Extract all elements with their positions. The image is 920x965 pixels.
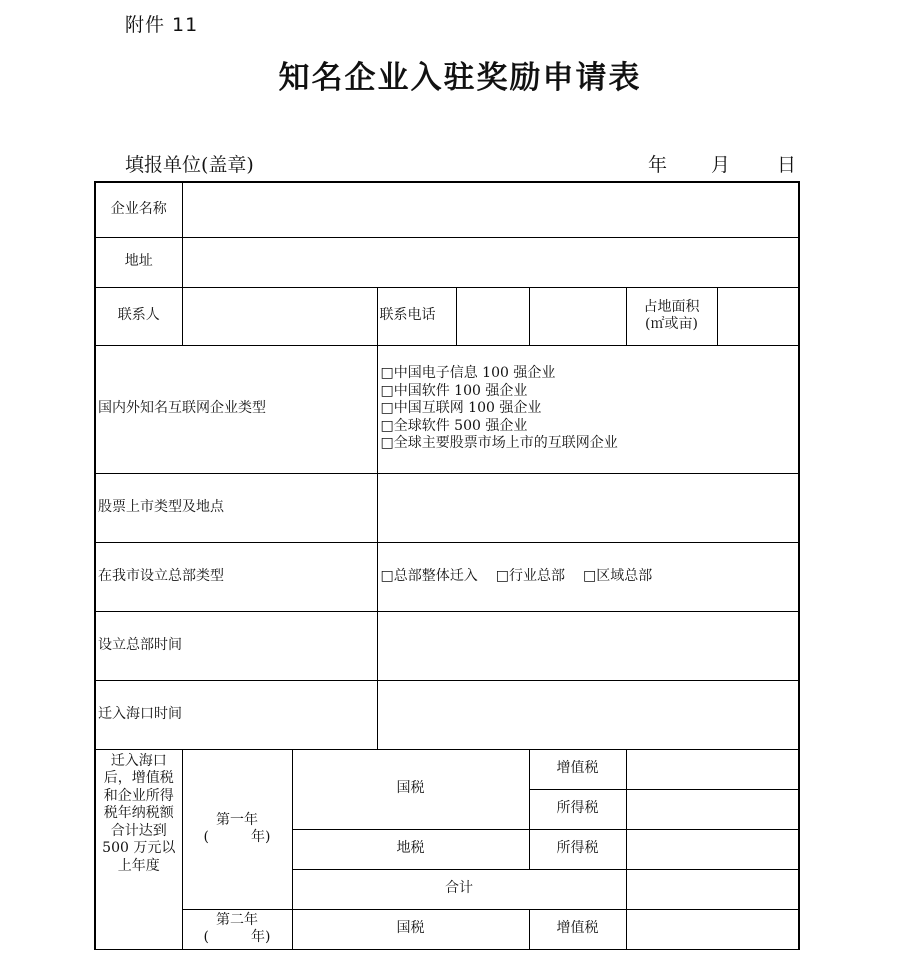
income-tax-field-y1-national[interactable] bbox=[626, 789, 799, 829]
hq-time-field[interactable] bbox=[377, 611, 799, 680]
move-time-field[interactable] bbox=[377, 680, 799, 749]
income-tax-label-y1-local: 所得税 bbox=[529, 829, 626, 869]
option-global-software-500[interactable]: □全球软件 500 强企业 bbox=[380, 417, 528, 434]
listing-label: 股票上市类型及地点 bbox=[95, 473, 377, 542]
income-tax-label-y1-national: 所得税 bbox=[529, 789, 626, 829]
tax-section-label: 迁入海口后，增值税和企业所得税年纳税额合计达到 500 万元以上年度 bbox=[95, 749, 182, 949]
area-label-line2: (㎡或亩) bbox=[645, 316, 698, 332]
phone-field[interactable] bbox=[529, 287, 626, 345]
option-software-100[interactable]: □中国软件 100 强企业 bbox=[380, 382, 528, 399]
vat-field-y1[interactable] bbox=[626, 749, 799, 789]
contact-label: 联系人 bbox=[95, 287, 182, 345]
address-field[interactable] bbox=[182, 237, 799, 287]
income-tax-field-y1-local[interactable] bbox=[626, 829, 799, 869]
vat-field-y2[interactable] bbox=[626, 909, 799, 949]
phone-divider bbox=[456, 288, 457, 345]
company-name-label: 企业名称 bbox=[95, 182, 182, 237]
total-field-y1[interactable] bbox=[626, 869, 799, 909]
address-label: 地址 bbox=[95, 237, 182, 287]
contact-field[interactable] bbox=[182, 287, 377, 345]
date-day-label: 日 bbox=[777, 154, 797, 176]
date-month-label: 月 bbox=[711, 154, 731, 176]
option-hq-regional[interactable]: □区域总部 bbox=[582, 567, 653, 584]
listing-field[interactable] bbox=[377, 473, 799, 542]
local-tax-label-y1: 地税 bbox=[292, 829, 529, 869]
first-year-title: 第一年 bbox=[216, 811, 258, 828]
enterprise-type-label: 国内外知名互联网企业类型 bbox=[95, 345, 377, 473]
total-label-y1: 合计 bbox=[292, 869, 626, 909]
first-year-label bbox=[182, 749, 292, 909]
national-tax-label-y2: 国税 bbox=[292, 909, 529, 949]
date-year-label: 年 bbox=[648, 154, 668, 176]
attachment-number: 附件 11 bbox=[125, 14, 199, 36]
hq-time-label: 设立总部时间 bbox=[95, 611, 377, 680]
option-listed-internet[interactable]: □全球主要股票市场上市的互联网企业 bbox=[380, 435, 618, 452]
second-year-label bbox=[182, 909, 292, 949]
vat-label-y1: 增值税 bbox=[529, 749, 626, 789]
area-label-line1: 占地面积 bbox=[643, 298, 700, 315]
enterprise-type-options bbox=[377, 345, 799, 473]
option-hq-industry[interactable]: □行业总部 bbox=[495, 567, 565, 584]
company-name-field[interactable] bbox=[182, 182, 799, 237]
option-electronics-100[interactable]: □中国电子信息 100 强企业 bbox=[380, 365, 556, 382]
national-tax-label-y1: 国税 bbox=[292, 749, 529, 829]
option-internet-100[interactable]: □中国互联网 100 强企业 bbox=[380, 400, 542, 417]
phone-label: 联系电话 bbox=[379, 307, 436, 324]
hq-type-label: 在我市设立总部类型 bbox=[95, 542, 377, 611]
option-hq-full-move[interactable]: □总部整体迁入 bbox=[380, 567, 478, 584]
fill-unit-label: 填报单位(盖章) bbox=[125, 154, 254, 176]
second-year-title: 第二年 bbox=[216, 911, 258, 928]
phone-cell bbox=[377, 287, 529, 345]
vat-label-y2: 增值税 bbox=[529, 909, 626, 949]
move-time-label: 迁入海口时间 bbox=[95, 680, 377, 749]
second-year-paren: ( 年) bbox=[203, 929, 271, 945]
application-form-table bbox=[94, 181, 800, 950]
area-field[interactable] bbox=[717, 287, 799, 345]
page-title: 知名企业入驻奖励申请表 bbox=[278, 60, 642, 96]
first-year-paren: ( 年) bbox=[203, 829, 271, 845]
hq-type-options bbox=[377, 542, 799, 611]
area-label bbox=[626, 287, 717, 345]
